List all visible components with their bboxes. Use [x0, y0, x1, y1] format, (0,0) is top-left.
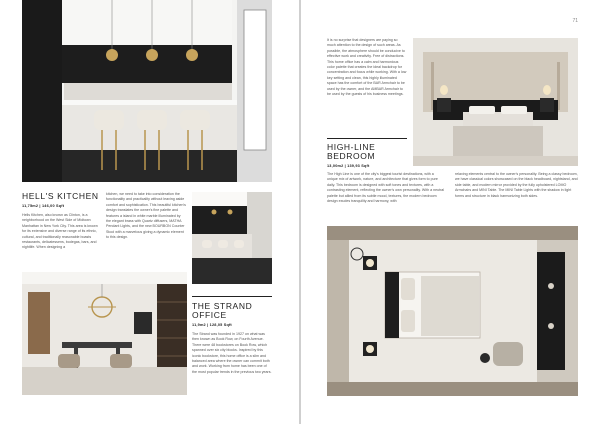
kitchen-photo — [22, 0, 272, 182]
hells-kitchen-col2: kitchen, we need to take into consideration the functionality and practicality without leaving aside comfort and sophistication. This beautiful kitchen's design translates the owner's fine palette and features a island in white marble illuminated by the elegant brass with Quartz diffusers, MATHA Pendant Lights, and the new BOURBON Counter Stool with a marvelous giving a dynamic element to this design. — [106, 192, 186, 240]
strand-office-title: THE STRAND OFFICE — [192, 301, 253, 320]
folio-number: 71 — [572, 18, 578, 24]
strand-office-rule — [192, 296, 272, 297]
office-intro-text: It is no surprise that designers are paying so much attention to the design of such areas. As possible, the atmosphere should be conducive to effective work and creativity. Free of distractions. This home office has a calm and harmonious color palette that creates the ideal backdrop for concentration and focus while working. With a low key setting and clean, this highly illuminated space has the comfort of the BAR Armchair to be used by the owner, and the AMBAR Armchair to be used by the guests of his business meetings. — [327, 38, 407, 97]
right-page — [301, 0, 600, 424]
hells-kitchen-title: HELL'S KITCHEN — [22, 191, 99, 201]
office-photo — [22, 272, 187, 395]
kitchen-detail-photo — [192, 192, 272, 284]
left-page — [0, 0, 299, 424]
high-line-col2: relaxing elements central to the owner's personality. Being a classy bedroom, we have classical colors showcased on the black headboard, nightstand, and side table, and modern mirror provided by the fully upholstered LOMO Armchairs and MINI Table. The MINI Table Lights with the shadow in light forms and structure in black harmonizing both sides. — [455, 172, 578, 198]
bedroom-photo — [413, 38, 578, 166]
hells-kitchen-col1: Hells Kitchen, also known as Clinton, is a neighborhood on the West Side of Midtown Manhattan in New York City. This area is known for its extensive and diverse range of its ethnic, cultural, and traditionally reasonable boasts restaurants, delicatessens, bodegas, bars, and nightlife. When designing a — [22, 213, 98, 250]
hells-kitchen-subtitle: 11,75m2 | 146,00 Sqft — [22, 204, 65, 208]
strand-office-subtitle: 11,9m2 | 128,05 Sqft — [192, 323, 232, 327]
high-line-rule — [327, 138, 407, 139]
bedroom-overhead-photo — [327, 226, 578, 396]
high-line-col1: The High Line is one of the city's biggest tourist destinations, with a unique mix of artwork, nature, and architecture that gives form to pure daily. This bedroom is designed with soft tones and textures, with a contrasting element, reflecting the owner's own personality. With a neutral palette but allied from its subtle mood, textures, the modern bedroom design exudes tranquility and harmony, with — [327, 172, 445, 204]
high-line-subtitle: 13,00m2 | 139,93 Sqft — [327, 164, 370, 168]
strand-office-text: The Strand was founded in 1927 on what was then known as Book Row, on Fourth Avenue. There were 48 bookstores on Book Row, which spanned over six city blocks. Inspired by this iconic bookstore, this home office is a slim and balanced area where the owner can commit both and work. Working from home has been one of the most popular trends in the previous two years. — [192, 332, 272, 374]
high-line-title: HIGH-LINE BEDROOM — [327, 142, 376, 161]
